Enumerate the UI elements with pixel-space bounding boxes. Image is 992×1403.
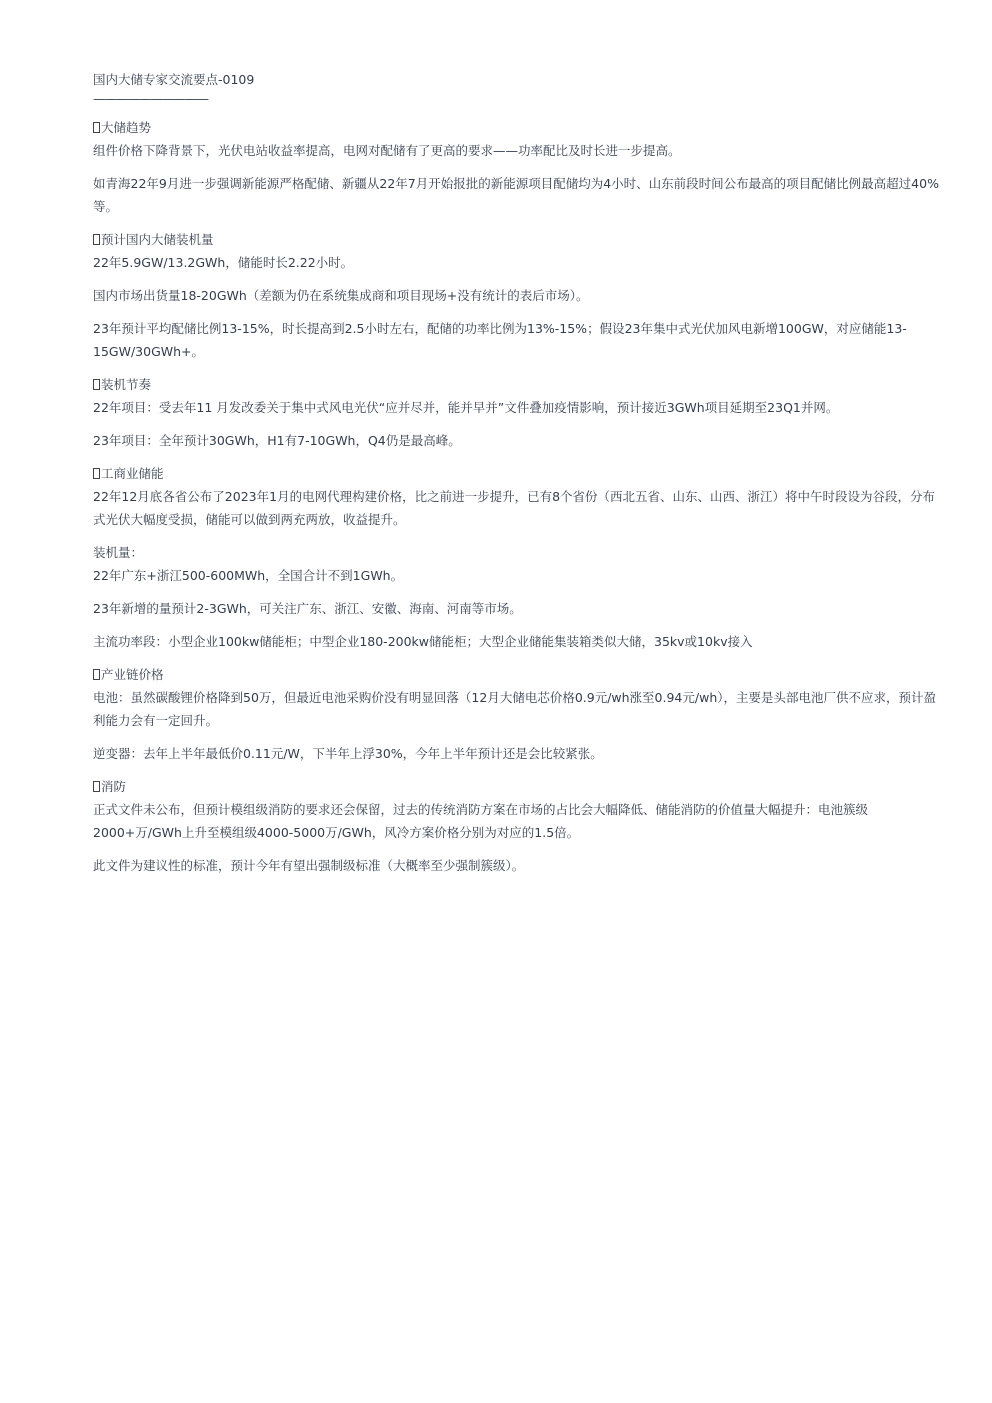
section-heading — [93, 228, 943, 251]
section-heading — [93, 462, 943, 485]
paragraph: 主流功率段：小型企业100kw储能柜；中型企业180-200kw储能柜；大型企业储能集装箱类似大储，35kv或10kv接入 — [93, 634, 753, 649]
section-heading — [93, 541, 943, 564]
section — [93, 228, 943, 363]
section-heading-text: 产业链价格 — [101, 667, 164, 682]
section-heading-text: 预计国内大储装机量 — [101, 232, 214, 247]
missing-glyph-bullet-icon — [93, 669, 100, 680]
missing-glyph-bullet-icon — [93, 781, 100, 792]
section-heading — [93, 663, 943, 686]
document-title: 国内大储专家交流要点-0109 — [93, 72, 255, 87]
section-heading — [93, 775, 943, 798]
document-page — [93, 68, 943, 887]
section-heading — [93, 116, 943, 139]
paragraph: 正式文件未公布，但预计模组级消防的要求还会保留，过去的传统消防方案在市场的占比会大幅降低、储能消防的价值量大幅提升：电池簇级2000+万/GWh上升至模组级4000-5000万/GWh，风冷方案价格分别为对应的1.5倍。 — [93, 802, 869, 840]
section-heading-text: 装机节奏 — [101, 377, 152, 392]
paragraph: 23年新增的量预计2-3GWh，可关注广东、浙江、安徽、海南、河南等市场。 — [93, 601, 522, 616]
paragraph: 如青海22年9月进一步强调新能源严格配储、新疆从22年7月开始报批的新能源项目配储均为4小时、山东前段时间公布最高的项目配储比例最高超过40%等。 — [93, 176, 939, 214]
missing-glyph-bullet-icon — [93, 468, 100, 479]
section-heading-text: 工商业储能 — [101, 466, 164, 481]
paragraph: 22年5.9GW/13.2GWh，储能时长2.22小时。 — [93, 255, 354, 270]
paragraph: 23年项目：全年预计30GWh，H1有7-10GWh，Q4仍是最高峰。 — [93, 433, 461, 448]
paragraph: 电池：虽然碳酸锂价格降到50万，但最近电池采购价没有明显回落（12月大储电芯价格0.9元/wh涨至0.94元/wh），主要是头部电池厂供不应求，预计盈利能力会有一定回升。 — [93, 690, 936, 728]
paragraph: 国内市场出货量18-20GWh（差额为仍在系统集成商和项目现场+没有统计的表后市场）。 — [93, 288, 589, 303]
section-heading — [93, 373, 943, 396]
section — [93, 462, 943, 531]
title-divider: —————————— — [93, 91, 208, 106]
section — [93, 541, 943, 653]
section — [93, 116, 943, 218]
paragraph: 23年预计平均配储比例13-15%，时长提高到2.5小时左右，配储的功率比例为13%-15%；假设23年集中式光伏加风电新增100GW，对应储能13-15GW/30GWh+。 — [93, 321, 907, 359]
document-body — [93, 116, 943, 877]
section-heading-text: 装机量： — [93, 545, 144, 560]
paragraph: 逆变器：去年上半年最低价0.11元/W，下半年上浮30%，今年上半年预计还是会比较紧张。 — [93, 746, 603, 761]
paragraph: 此文件为建议性的标准，预计今年有望出强制级标准（大概率至少强制簇级）。 — [93, 858, 525, 873]
section — [93, 663, 943, 765]
paragraph: 22年广东+浙江500-600MWh，全国合计不到1GWh。 — [93, 568, 404, 583]
paragraph: 22年12月底各省公布了2023年1月的电网代理构建价格，比之前进一步提升，已有8个省份（西北五省、山东、山西、浙江）将中午时段设为谷段，分布式光伏大幅度受损，储能可以做到两充两放，收益提升。 — [93, 489, 936, 527]
section-heading-text: 大储趋势 — [101, 120, 152, 135]
missing-glyph-bullet-icon — [93, 379, 100, 390]
missing-glyph-bullet-icon — [93, 122, 100, 133]
section-heading-text: 消防 — [101, 779, 127, 794]
section — [93, 373, 943, 452]
section — [93, 775, 943, 877]
paragraph: 22年项目：受去年11 月发改委关于集中式风电光伏“应并尽并，能并早并”文件叠加疫情影响，预计接近3GWh项目延期至23Q1并网。 — [93, 400, 839, 415]
paragraph: 组件价格下降背景下，光伏电站收益率提高，电网对配储有了更高的要求——功率配比及时长进一步提高。 — [93, 143, 681, 158]
missing-glyph-bullet-icon — [93, 234, 100, 245]
